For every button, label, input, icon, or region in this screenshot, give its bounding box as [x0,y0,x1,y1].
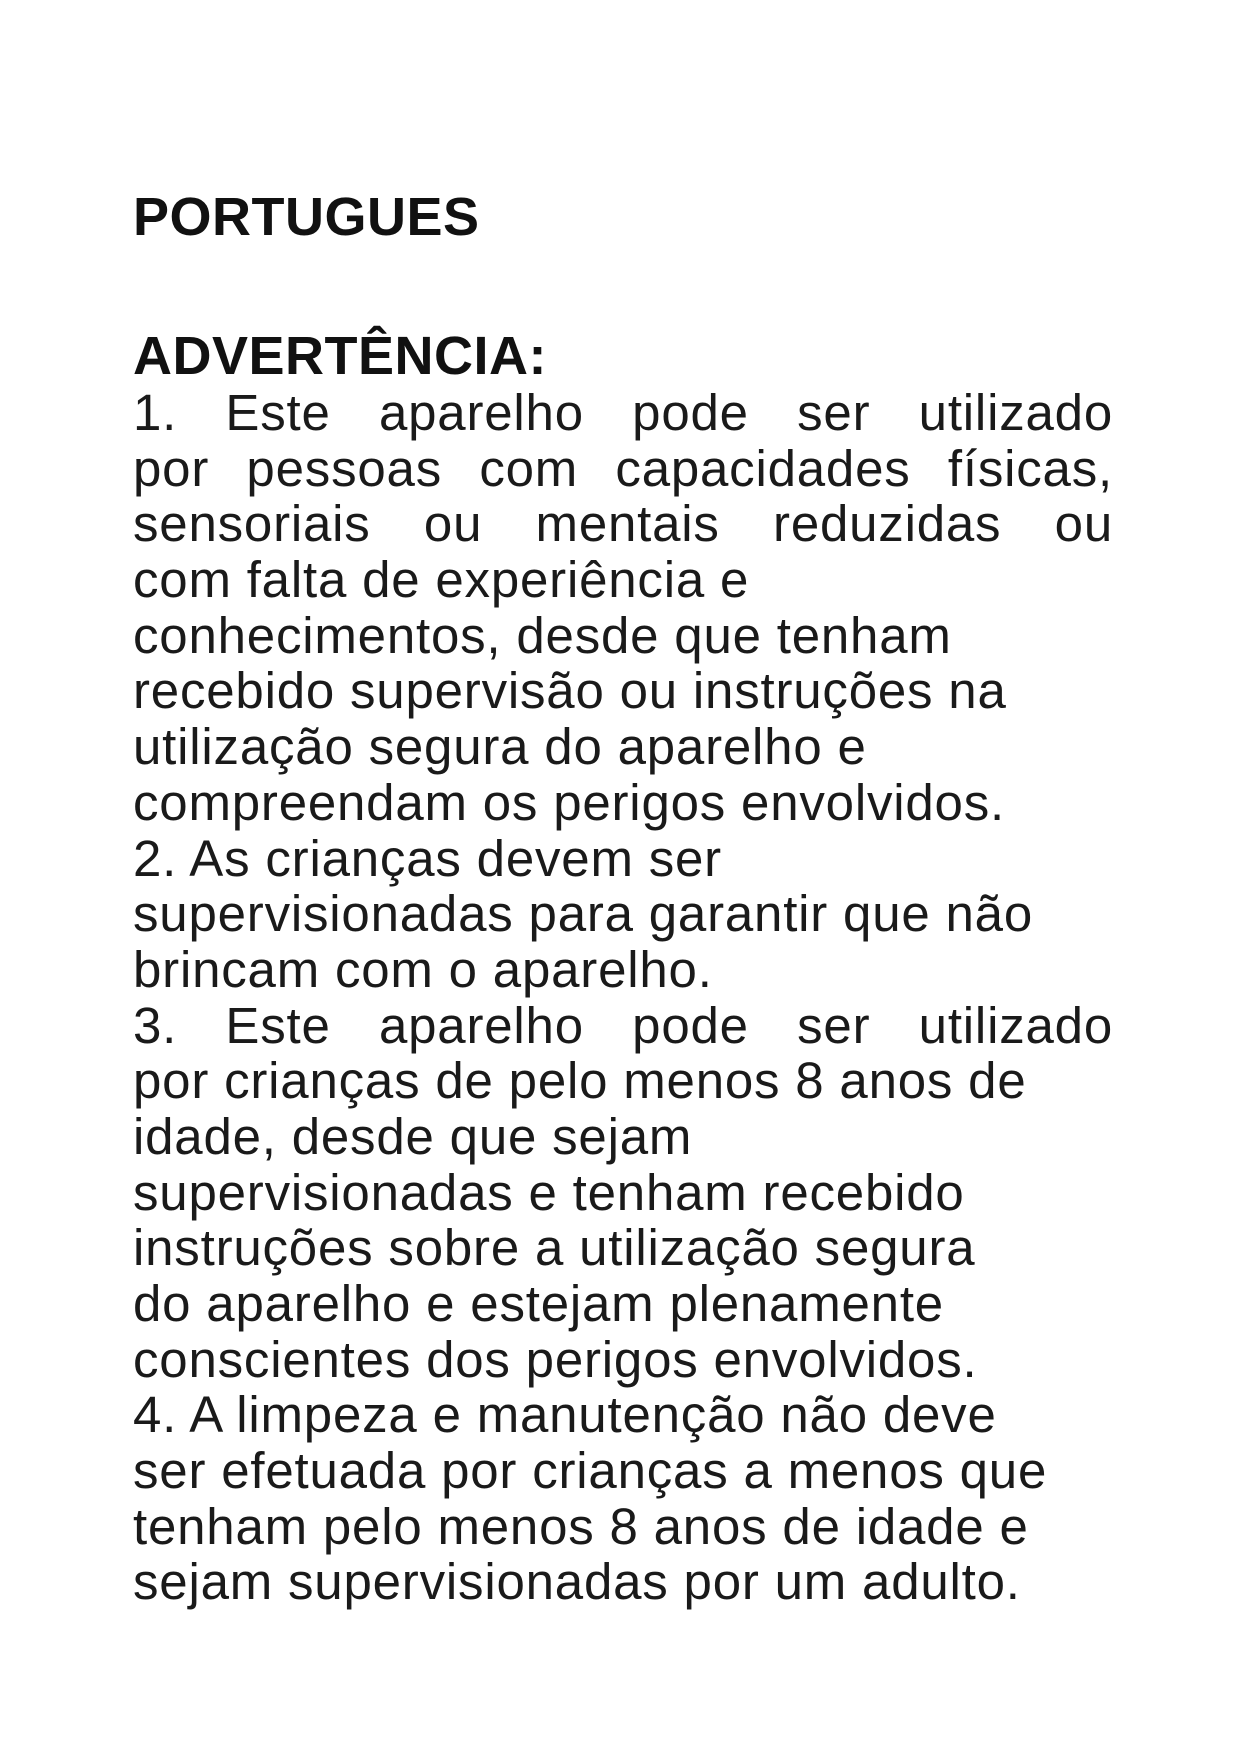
warning-text-line: brincam com o aparelho. [133,940,713,998]
warning-text-line: sejam supervisionadas por um adulto. [133,1553,1021,1611]
warning-heading: ADVERTÊNCIA: [133,326,548,386]
warning-text-line: instruções sobre a utilização segura [133,1219,976,1277]
warning-text-line: recebido supervisão ou instruções na [133,662,1007,720]
warning-text-line: sensoriais ou mentais reduzidas ou [133,495,1113,553]
warning-text-line: com falta de experiência e [133,551,750,609]
warning-text-line: tenham pelo menos 8 anos de idade e [133,1497,1029,1555]
warning-text-line: por pessoas com capacidades físicas, [133,439,1113,497]
warning-text-line: do aparelho e estejam plenamente [133,1275,944,1332]
warning-text-line: 1. Este aparelho pode ser utilizado [133,384,1113,441]
warning-text-line: idade, desde que sejam [133,1107,693,1165]
warning-text-line: supervisionadas para garantir que não [133,885,1034,943]
warning-text-line: conscientes dos perigos envolvidos. [133,1330,978,1388]
warning-text-line: por crianças de pelo menos 8 anos de [133,1052,1027,1110]
warning-text-line: 2. As crianças devem ser [133,829,722,887]
warning-text-line: conhecimentos, desde que tenham [133,606,952,664]
warning-text-line: 3. Este aparelho pode ser utilizado [133,996,1113,1054]
language-heading: PORTUGUES [133,187,480,247]
warning-text-line: supervisionadas e tenham recebido [133,1163,965,1221]
warning-text-line: utilização segura do aparelho e [133,718,867,776]
warning-text-line: compreendam os perigos envolvidos. [133,773,1005,831]
warning-text-line: ser efetuada por crianças a menos que [133,1442,1048,1500]
warning-text-block [133,385,1113,1610]
warning-text-line: 4. A limpeza e manutenção não deve [133,1386,997,1444]
